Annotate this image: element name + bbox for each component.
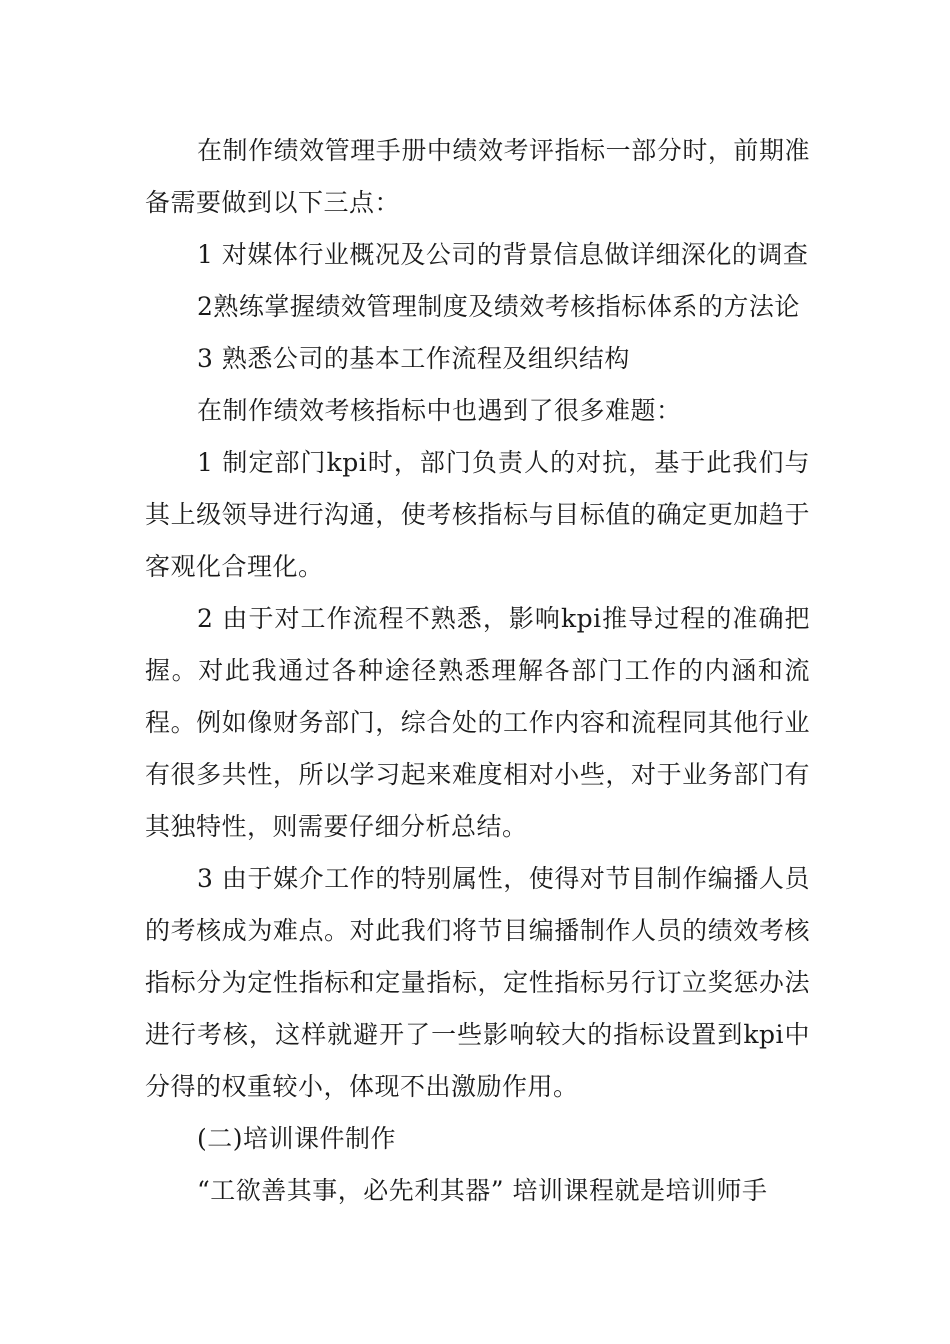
list-item-prep-1: 1 对媒体行业概况及公司的背景信息做详细深化的调查 [197,240,809,269]
list-item-prep-3: 3 熟悉公司的基本工作流程及组织结构 [197,344,630,373]
document-body [145,125,810,1217]
list-item-difficulty-1: 1 制定部门kpi时，部门负责人的对抗，基于此我们与其上级领导进行沟通，使考核指标与目标值的确定更加趋于客观化合理化。 [145,448,810,581]
paragraph-intro: 在制作绩效管理手册中绩效考评指标一部分时，前期准备需要做到以下三点： [145,136,810,217]
section-heading-training: (二)培训课件制作 [197,1124,397,1153]
list-item-prep-2: 2熟练掌握绩效管理制度及绩效考核指标体系的方法论 [197,292,800,321]
paragraph-difficulties: 在制作绩效考核指标中也遇到了很多难题： [197,396,682,425]
paragraph-training-quote: “工欲善其事，必先利其器” 培训课程就是培训师手 [197,1176,768,1205]
list-item-difficulty-3: 3 由于媒介工作的特别属性，使得对节目制作编播人员的考核成为难点。对此我们将节目编播制作人员的绩效考核指标分为定性指标和定量指标，定性指标另行订立奖惩办法进行考核，这样就避开了一些影响较大的指标设置到kpi中分得的权重较小，体现不出激励作用。 [145,864,810,1101]
list-item-difficulty-2: 2 由于对工作流程不熟悉，影响kpi推导过程的准确把握。对此我通过各种途径熟悉理解各部门工作的内涵和流程。例如像财务部门，综合处的工作内容和流程同其他行业有很多共性，所以学习起来难度相对小些，对于业务部门有其独特性，则需要仔细分析总结。 [145,604,810,841]
